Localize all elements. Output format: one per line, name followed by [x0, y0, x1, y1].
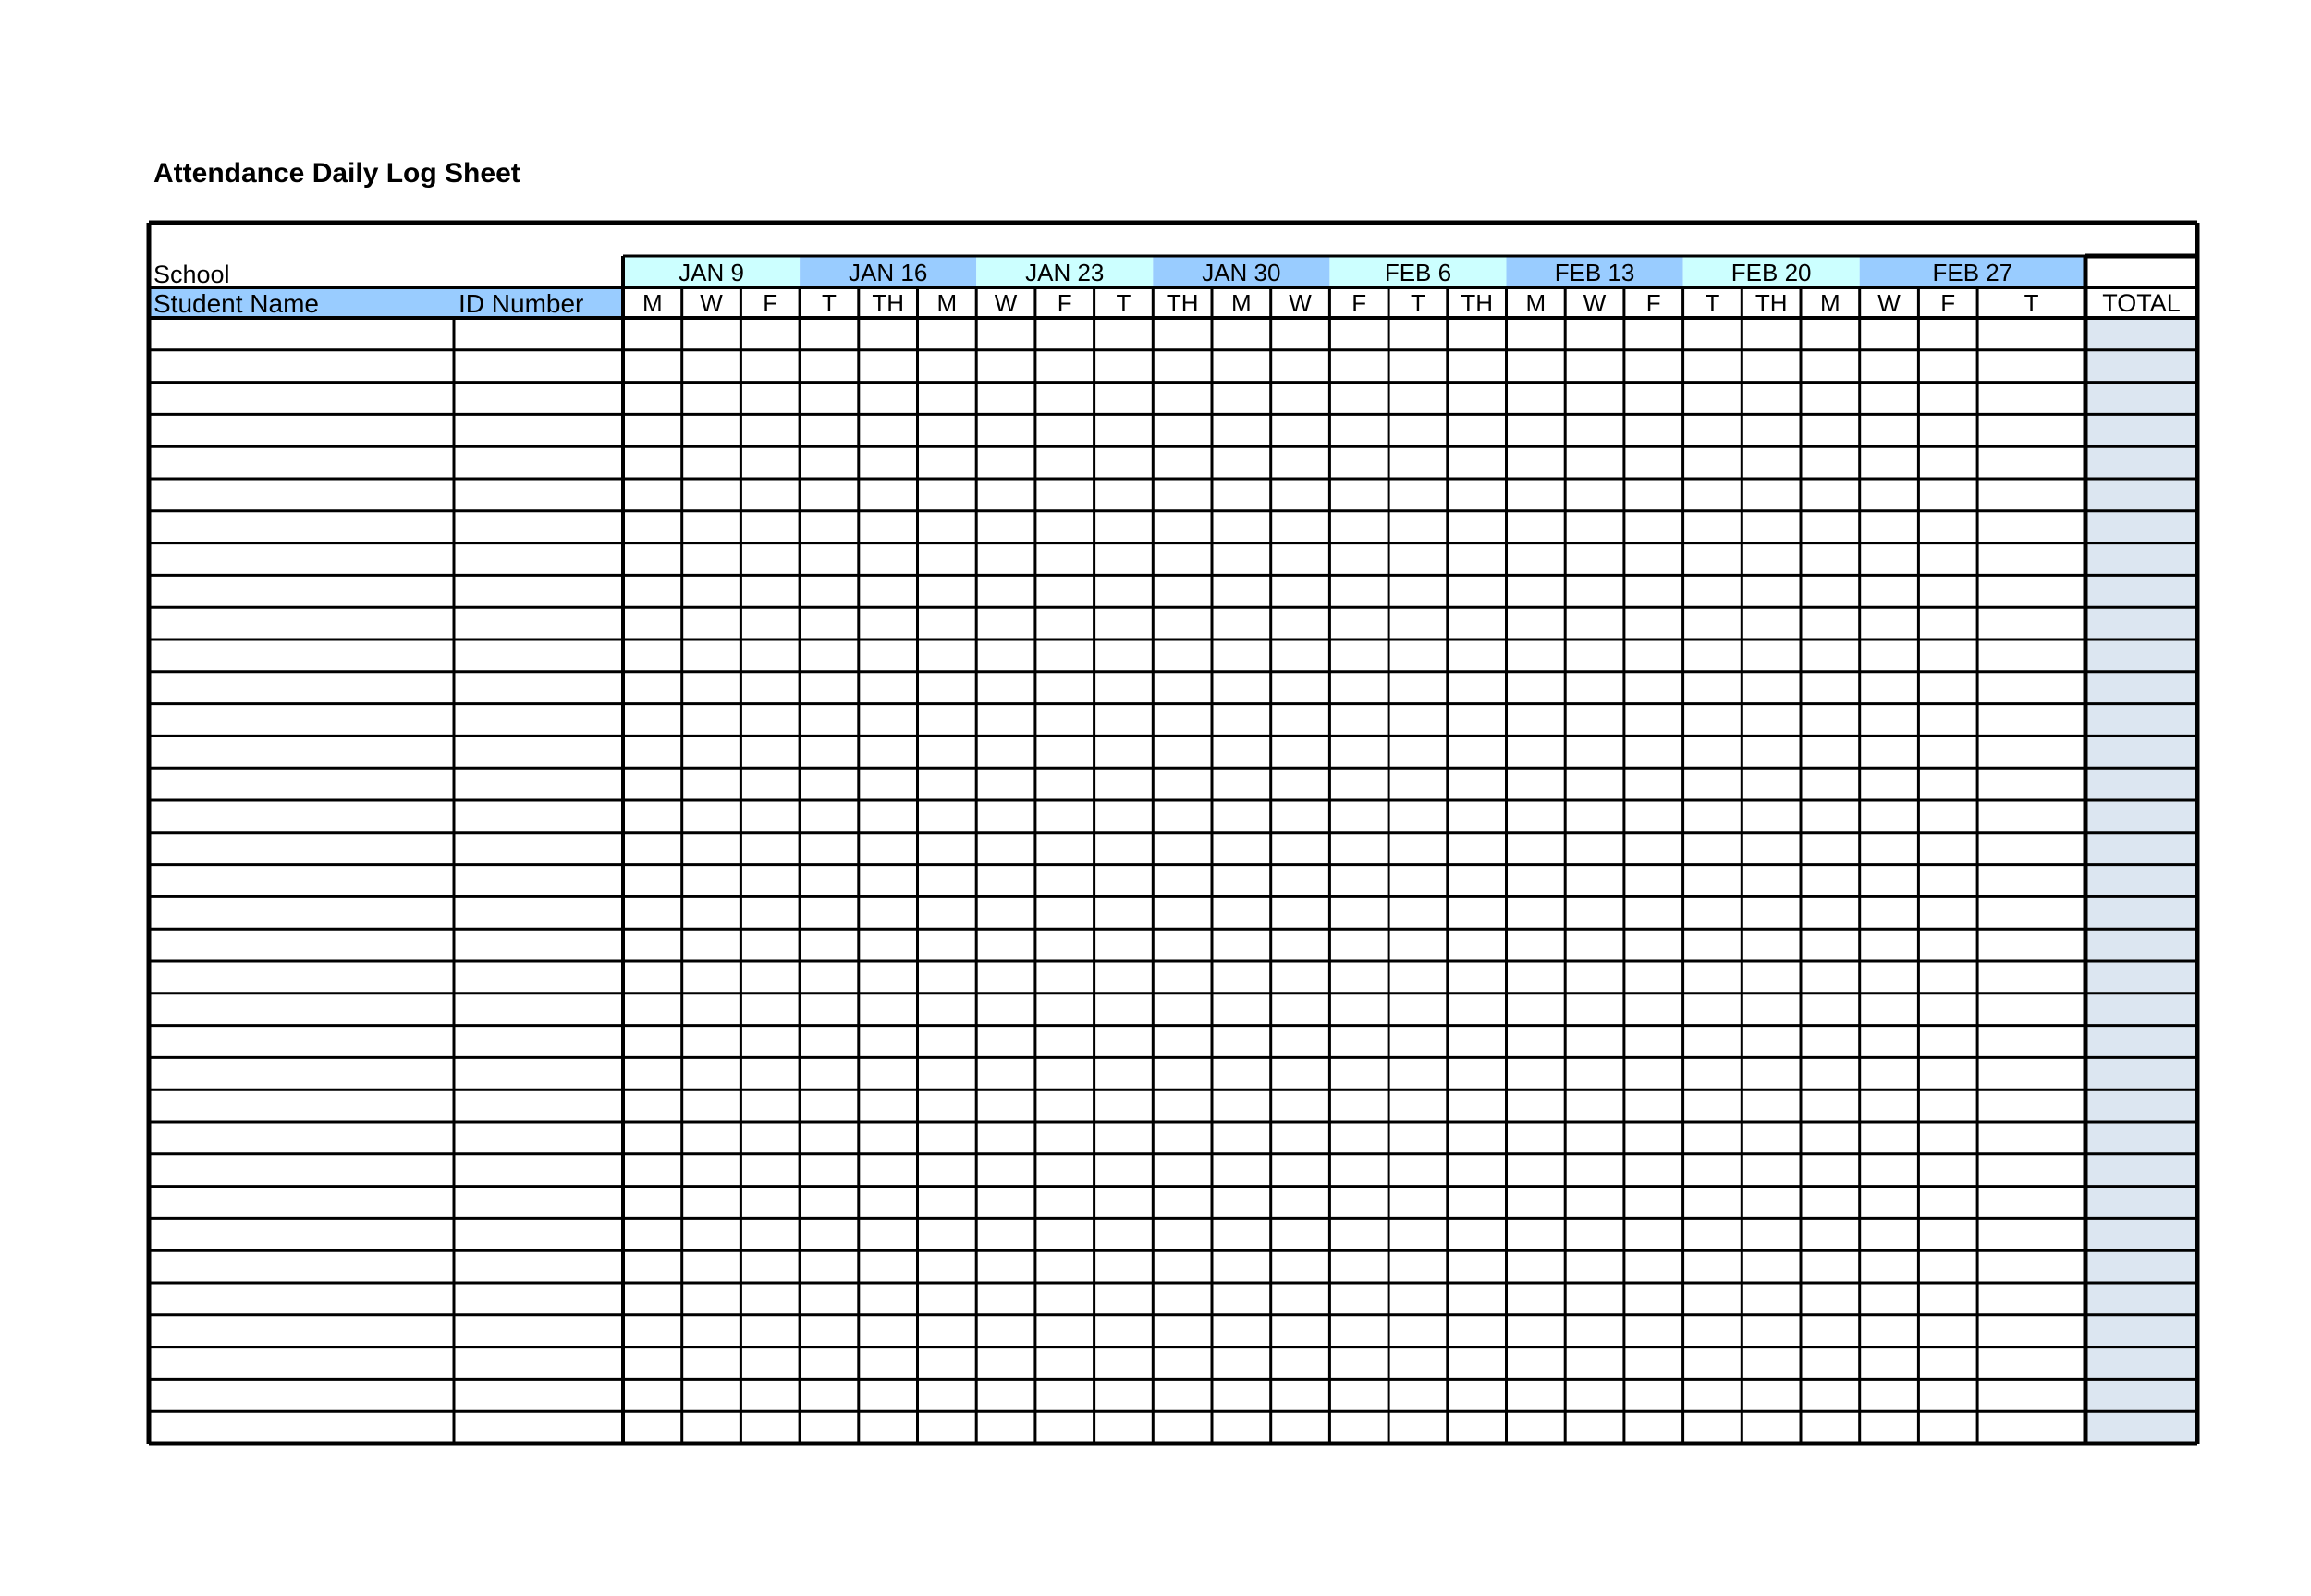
day-label: T	[2024, 289, 2039, 317]
day-label: M	[1525, 289, 1547, 317]
day-label: T	[1116, 289, 1131, 317]
day-label: W	[700, 289, 723, 317]
total-header: TOTAL	[2102, 289, 2181, 317]
page-title: Attendance Daily Log Sheet	[153, 158, 520, 189]
school-label: School	[153, 261, 230, 288]
day-label: TH	[872, 289, 904, 317]
day-label: TH	[1755, 289, 1788, 317]
day-label: M	[1231, 289, 1252, 317]
week-label: FEB 20	[1730, 259, 1812, 286]
week-label: JAN 9	[679, 259, 744, 286]
week-label: FEB 6	[1384, 259, 1452, 286]
week-label: JAN 30	[1202, 259, 1281, 286]
week-label: JAN 23	[1025, 259, 1105, 286]
day-label: TH	[1461, 289, 1493, 317]
day-label: T	[1705, 289, 1720, 317]
day-label: F	[763, 289, 778, 317]
day-label: W	[1289, 289, 1312, 317]
day-label: W	[1877, 289, 1901, 317]
week-label: FEB 13	[1554, 259, 1635, 286]
day-label: T	[1411, 289, 1425, 317]
day-label: W	[1583, 289, 1607, 317]
week-label: JAN 16	[849, 259, 928, 286]
day-label: M	[1820, 289, 1840, 317]
total-column-fill	[2085, 318, 2197, 1444]
day-label: T	[822, 289, 837, 317]
day-label: M	[936, 289, 958, 317]
student-name-header: Student Name	[153, 289, 319, 318]
day-label: W	[994, 289, 1018, 317]
id-number-header: ID Number	[459, 289, 584, 318]
week-label: FEB 27	[1932, 259, 2013, 286]
day-label: F	[1940, 289, 1956, 317]
day-label: F	[1057, 289, 1072, 317]
day-label: M	[642, 289, 663, 317]
day-label: TH	[1166, 289, 1199, 317]
day-label: F	[1645, 289, 1661, 317]
day-label: F	[1351, 289, 1367, 317]
